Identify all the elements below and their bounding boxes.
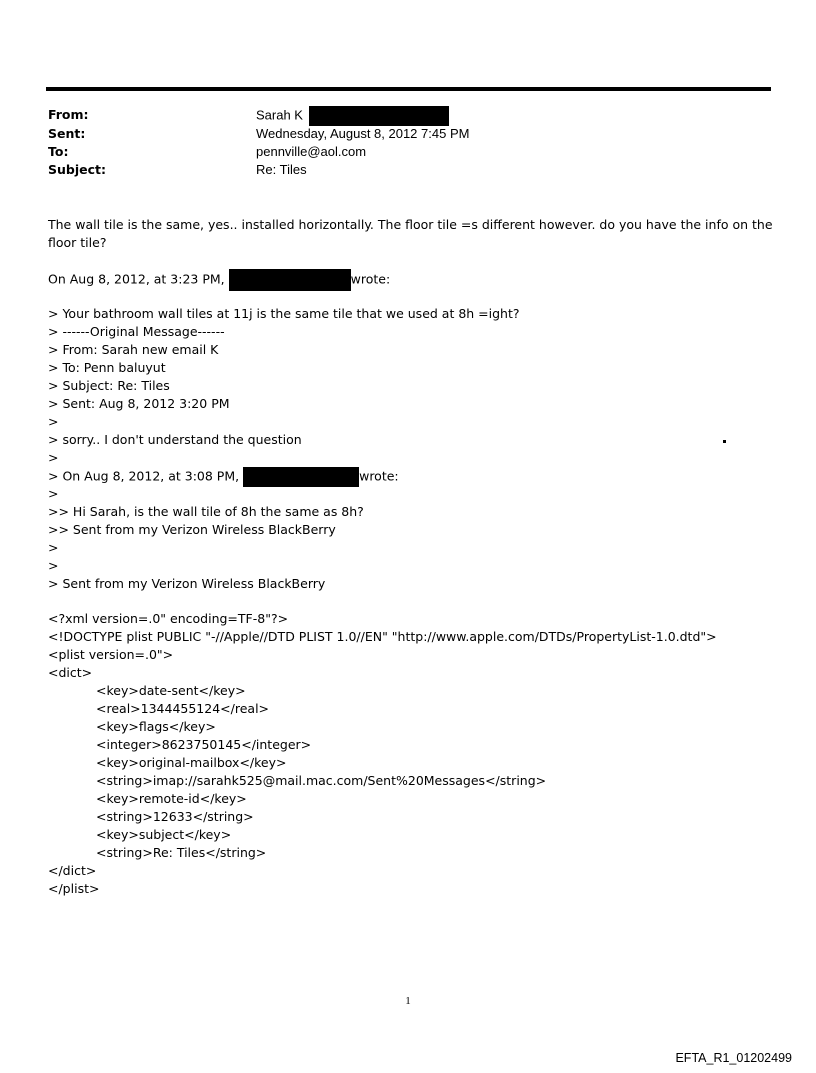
quoted-line: >: [48, 558, 59, 573]
plist-line: <integer>8623750145</integer>: [96, 737, 312, 752]
from-name: Sarah K: [256, 107, 303, 123]
plist-line: <key>date-sent</key>: [96, 683, 246, 698]
from-row: [48, 106, 768, 124]
sent-label: Sent:: [48, 126, 86, 141]
plist-block: [48, 610, 773, 898]
page-number: 1: [405, 995, 411, 1007]
quoted-line: >: [48, 414, 59, 429]
quoted-line: > To: Penn baluyut: [48, 360, 166, 375]
nested-intro-prefix: > On Aug 8, 2012, at 3:08 PM,: [48, 468, 240, 484]
plist-line: <key>subject</key>: [96, 827, 232, 842]
quoted-line: > sorry.. I don't understand the question: [48, 432, 302, 447]
from-label: From:: [48, 107, 89, 122]
to-label: To:: [48, 144, 69, 159]
body-paragraph: The wall tile is the same, yes.. installed horizontally. The floor tile =s different however. do you have the info on the floor tile?: [48, 217, 773, 250]
nested-quote-intro: [48, 467, 773, 485]
quoted-block: [48, 305, 773, 593]
plist-line: <?xml version=.0" encoding=TF-8"?>: [48, 611, 289, 626]
plist-line: <string>imap://sarahk525@mail.mac.com/Sent%20Messages</string>: [96, 773, 547, 788]
redaction-box: [309, 106, 449, 126]
redaction-box: [243, 467, 359, 487]
to-value: pennville@aol.com: [256, 144, 367, 159]
header-rule: [46, 87, 771, 91]
sent-row: [48, 125, 768, 143]
plist-line: </plist>: [48, 881, 100, 896]
quoted-line: >: [48, 486, 59, 501]
quoted-line: >> Sent from my Verizon Wireless BlackBerry: [48, 522, 336, 537]
quoted-line: >: [48, 540, 59, 555]
document-id: EFTA_R1_01202499: [675, 1051, 792, 1065]
subject-value: Re: Tiles: [256, 162, 307, 177]
plist-line: <string>Re: Tiles</string>: [96, 845, 267, 860]
from-value: [256, 106, 449, 126]
plist-line: </dict>: [48, 863, 97, 878]
plist-line: <key>flags</key>: [96, 719, 216, 734]
stray-mark: [723, 440, 726, 443]
quoted-line: > ------Original Message------: [48, 324, 225, 339]
quote-intro-suffix: wrote:: [350, 271, 391, 287]
quoted-line: > Sent from my Verizon Wireless BlackBerry: [48, 576, 326, 591]
subject-row: [48, 161, 768, 179]
quoted-line: > Sent: Aug 8, 2012 3:20 PM: [48, 396, 230, 411]
to-row: [48, 143, 768, 161]
redaction-box: [229, 269, 351, 291]
quoted-line: > From: Sarah new email K: [48, 342, 219, 357]
nested-intro-suffix: wrote:: [359, 468, 399, 484]
plist-line: <key>remote-id</key>: [96, 791, 247, 806]
sent-value: Wednesday, August 8, 2012 7:45 PM: [256, 126, 470, 141]
plist-line: <plist version=.0">: [48, 647, 174, 662]
plist-line: <dict>: [48, 665, 93, 680]
quoted-line: >: [48, 450, 59, 465]
plist-line: <real>1344455124</real>: [96, 701, 270, 716]
quote-intro: [48, 269, 773, 287]
quoted-line: >> Hi Sarah, is the wall tile of 8h the same as 8h?: [48, 504, 364, 519]
quoted-line: > Subject: Re: Tiles: [48, 378, 170, 393]
plist-line: <!DOCTYPE plist PUBLIC "-//Apple//DTD PLIST 1.0//EN" "http://www.apple.com/DTDs/PropertyList-1.0.dtd">: [48, 629, 717, 644]
plist-line: <string>12633</string>: [96, 809, 254, 824]
quoted-line: > Your bathroom wall tiles at 11j is the same tile that we used at 8h =ight?: [48, 306, 520, 321]
subject-label: Subject:: [48, 162, 106, 177]
quote-intro-prefix: On Aug 8, 2012, at 3:23 PM,: [48, 271, 225, 287]
plist-line: <key>original-mailbox</key>: [96, 755, 287, 770]
